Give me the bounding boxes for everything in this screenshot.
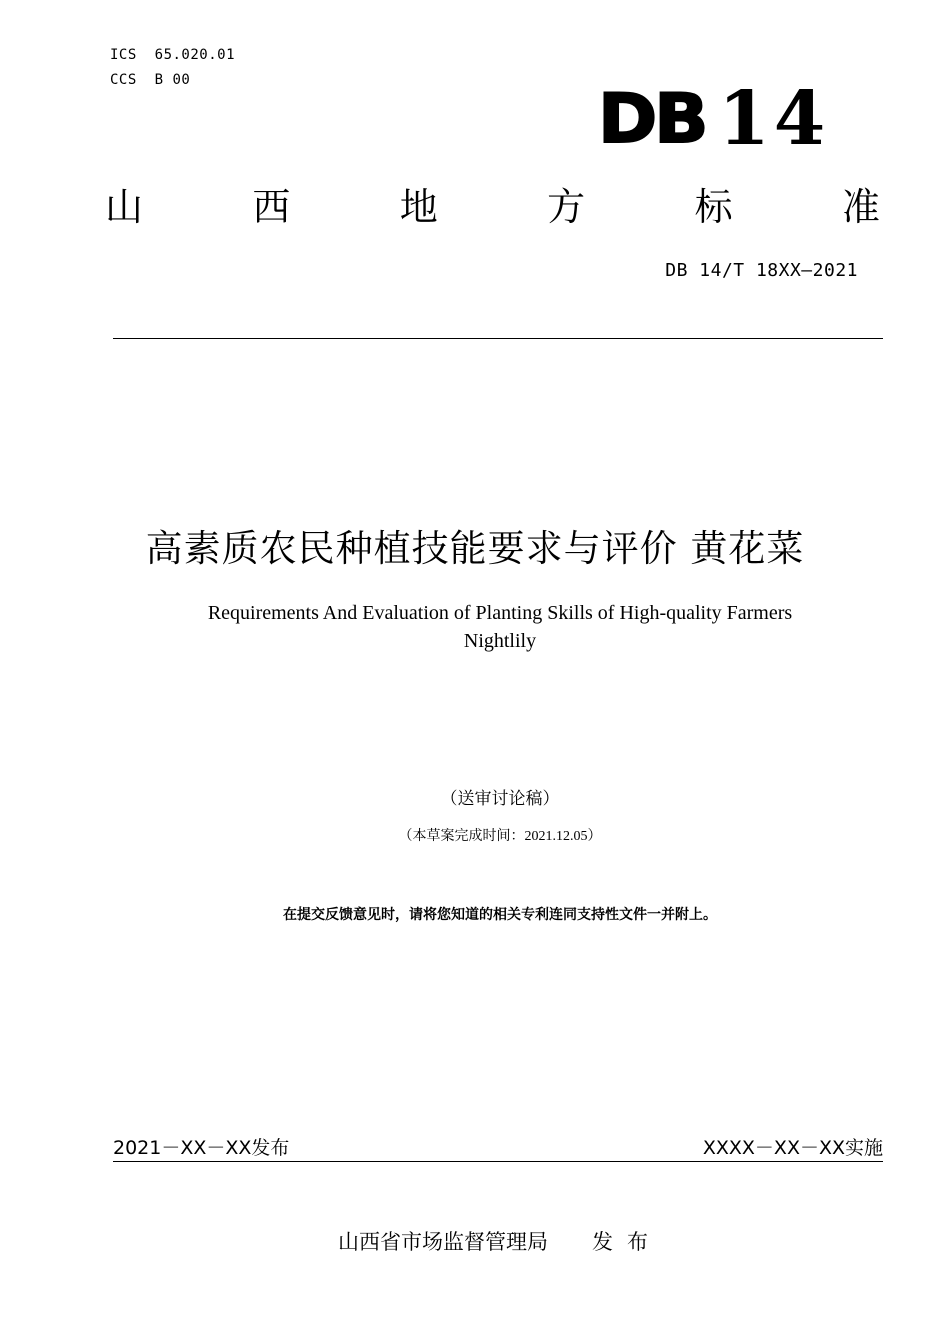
ics-code: ICS 65.020.01 xyxy=(110,47,236,63)
patent-notice: 在提交反馈意见时，请将您知道的相关专利连同支持性文件一并附上。 xyxy=(283,907,717,923)
title-english-line2: Nightlily xyxy=(463,630,537,652)
title-english xyxy=(60,599,940,655)
publish-date: 2021－XX－XX发布 xyxy=(113,1137,290,1159)
standard-type-heading xyxy=(105,182,880,232)
db14-logo xyxy=(598,74,830,164)
footer-divider xyxy=(113,1161,883,1162)
standard-type-char: 山 xyxy=(105,185,144,229)
draft-status: （送审讨论稿） xyxy=(440,789,560,809)
issuer-action: 发布 xyxy=(592,1230,662,1254)
issuer-line xyxy=(60,1226,940,1256)
ccs-code: CCS B 00 xyxy=(110,72,191,88)
title-english-line1: Requirements And Evaluation of Planting Skills of High-quality Farmers xyxy=(207,602,793,624)
db-logo-number: 14 xyxy=(718,76,830,162)
standard-type-char: 西 xyxy=(252,185,291,229)
standard-type-char: 地 xyxy=(399,185,438,229)
standard-type-char: 标 xyxy=(694,185,733,229)
standard-code: DB 14/T 18XX—2021 xyxy=(665,260,858,281)
standard-type-char: 准 xyxy=(841,185,880,229)
implement-date: XXXX－XX－XX实施 xyxy=(702,1137,883,1159)
issuer-name: 山西省市场监督管理局 xyxy=(338,1230,548,1254)
title-chinese: 高素质农民种植技能要求与评价 黄花菜 xyxy=(145,527,805,570)
db-logo-letters: DB xyxy=(598,79,706,159)
standard-type-char: 方 xyxy=(547,185,586,229)
draft-completion-date: （本草案完成时间：2021.12.05） xyxy=(398,829,602,844)
header-divider xyxy=(113,338,883,339)
